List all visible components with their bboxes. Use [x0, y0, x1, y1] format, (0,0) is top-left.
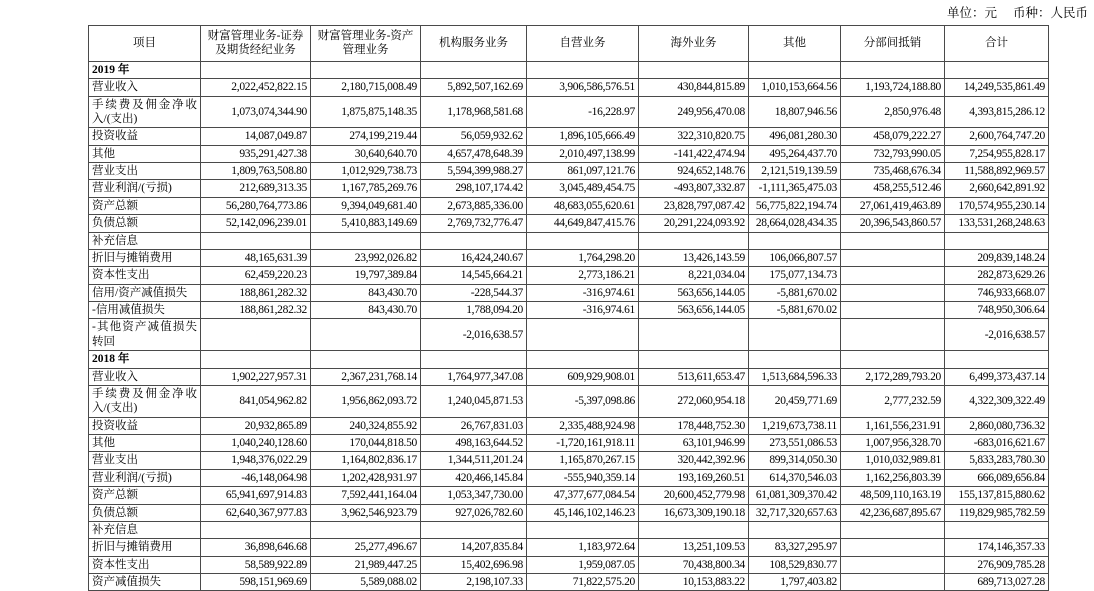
value-cell: -2,016,638.57: [945, 319, 1049, 351]
value-cell: [841, 521, 945, 538]
value-cell: 188,861,282.32: [201, 302, 311, 319]
column-header: 财富管理业务-证券及期货经纪业务: [201, 26, 311, 62]
value-cell: 1,956,862,093.72: [311, 385, 421, 417]
value-cell: 1,948,376,022.29: [201, 452, 311, 469]
value-cell: [421, 232, 527, 249]
value-cell: 1,007,956,328.70: [841, 435, 945, 452]
value-cell: 272,060,954.18: [639, 385, 749, 417]
row-label-cell: 资本性支出: [89, 267, 201, 284]
row-label-cell: 投资收益: [89, 128, 201, 145]
value-cell: 1,164,802,836.17: [311, 452, 421, 469]
row-label-cell: 营业收入: [89, 368, 201, 385]
row-label-cell: 营业支出: [89, 163, 201, 180]
table-row: [89, 197, 1049, 214]
table-row: [89, 79, 1049, 96]
value-cell: 175,077,134.73: [749, 267, 841, 284]
value-cell: 899,314,050.30: [749, 452, 841, 469]
row-label-cell: 资产总额: [89, 197, 201, 214]
value-cell: 748,950,306.64: [945, 302, 1049, 319]
value-cell: 6,499,373,437.14: [945, 368, 1049, 385]
value-cell: [311, 351, 421, 368]
value-cell: 10,153,883.22: [639, 574, 749, 591]
table-row: [89, 521, 1049, 538]
table-row: [89, 302, 1049, 319]
value-cell: 48,509,110,163.19: [841, 487, 945, 504]
value-cell: 63,101,946.99: [639, 435, 749, 452]
value-cell: 1,240,045,871.53: [421, 385, 527, 417]
value-cell: 924,652,148.76: [639, 163, 749, 180]
value-cell: 11,588,892,969.57: [945, 163, 1049, 180]
value-cell: 935,291,427.38: [201, 145, 311, 162]
value-cell: 2,180,715,008.49: [311, 79, 421, 96]
column-header: 项目: [89, 26, 201, 62]
value-cell: 71,822,575.20: [527, 574, 639, 591]
value-cell: [639, 521, 749, 538]
value-cell: [527, 351, 639, 368]
value-cell: 13,251,109.53: [639, 539, 749, 556]
table-row: [89, 368, 1049, 385]
value-cell: [421, 521, 527, 538]
value-cell: 563,656,144.05: [639, 284, 749, 301]
value-cell: 32,717,320,657.63: [749, 504, 841, 521]
value-cell: 598,151,969.69: [201, 574, 311, 591]
value-cell: 240,324,855.92: [311, 417, 421, 434]
table-row: [89, 145, 1049, 162]
value-cell: 458,255,512.46: [841, 180, 945, 197]
value-cell: 62,459,220.23: [201, 267, 311, 284]
value-cell: 1,012,929,738.73: [311, 163, 421, 180]
value-cell: 496,081,280.30: [749, 128, 841, 145]
unit-currency-line: [0, 4, 1094, 22]
value-cell: 9,394,049,681.40: [311, 197, 421, 214]
value-cell: -16,228.97: [527, 96, 639, 128]
value-cell: 14,545,664.21: [421, 267, 527, 284]
value-cell: 666,089,656.84: [945, 469, 1049, 486]
value-cell: 843,430.70: [311, 302, 421, 319]
value-cell: 614,370,546.03: [749, 469, 841, 486]
value-cell: 83,327,295.97: [749, 539, 841, 556]
value-cell: 1,167,785,269.76: [311, 180, 421, 197]
column-header: 合计: [945, 26, 1049, 62]
value-cell: [311, 521, 421, 538]
column-header: 财富管理业务-资产管理业务: [311, 26, 421, 62]
value-cell: 119,829,985,782.59: [945, 504, 1049, 521]
value-cell: [639, 232, 749, 249]
row-label-cell: 补充信息: [89, 232, 201, 249]
value-cell: 276,909,785.28: [945, 556, 1049, 573]
value-cell: 2,673,885,336.00: [421, 197, 527, 214]
value-cell: 45,146,102,146.23: [527, 504, 639, 521]
table-row: [89, 385, 1049, 417]
value-cell: 16,424,240.67: [421, 249, 527, 266]
value-cell: [945, 351, 1049, 368]
value-cell: -1,720,161,918.11: [527, 435, 639, 452]
row-label-cell: 营业利润/(亏损): [89, 469, 201, 486]
value-cell: 2,769,732,776.47: [421, 215, 527, 232]
value-cell: 20,396,543,860.57: [841, 215, 945, 232]
value-cell: 106,066,807.57: [749, 249, 841, 266]
value-cell: 193,169,260.51: [639, 469, 749, 486]
value-cell: 62,640,367,977.83: [201, 504, 311, 521]
value-cell: [749, 521, 841, 538]
segment-report-table: [88, 25, 1049, 591]
value-cell: [527, 61, 639, 78]
table-row: [89, 539, 1049, 556]
value-cell: 1,959,087.05: [527, 556, 639, 573]
value-cell: [841, 267, 945, 284]
value-cell: 2,172,289,793.20: [841, 368, 945, 385]
value-cell: -1,111,365,475.03: [749, 180, 841, 197]
row-label-cell: 补充信息: [89, 521, 201, 538]
value-cell: [201, 319, 311, 351]
value-cell: 52,142,096,239.01: [201, 215, 311, 232]
value-cell: 36,898,646.68: [201, 539, 311, 556]
value-cell: 56,059,932.62: [421, 128, 527, 145]
value-cell: 1,797,403.82: [749, 574, 841, 591]
row-label-cell: 其他: [89, 435, 201, 452]
value-cell: 1,788,094.20: [421, 302, 527, 319]
value-cell: 2,860,080,736.32: [945, 417, 1049, 434]
value-cell: 2,010,497,138.99: [527, 145, 639, 162]
value-cell: 1,010,153,664.56: [749, 79, 841, 96]
value-cell: 47,377,677,084.54: [527, 487, 639, 504]
value-cell: 42,236,687,895.67: [841, 504, 945, 521]
value-cell: 841,054,962.82: [201, 385, 311, 417]
value-cell: 320,442,392.96: [639, 452, 749, 469]
value-cell: 30,640,640.70: [311, 145, 421, 162]
value-cell: [945, 521, 1049, 538]
value-cell: 735,468,676.34: [841, 163, 945, 180]
value-cell: 1,165,870,267.15: [527, 452, 639, 469]
value-cell: 609,929,908.01: [527, 368, 639, 385]
value-cell: 5,594,399,988.27: [421, 163, 527, 180]
value-cell: 13,426,143.59: [639, 249, 749, 266]
value-cell: 16,673,309,190.18: [639, 504, 749, 521]
value-cell: 1,161,556,231.91: [841, 417, 945, 434]
value-cell: 15,402,696.98: [421, 556, 527, 573]
table-row: [89, 504, 1049, 521]
value-cell: 273,551,086.53: [749, 435, 841, 452]
value-cell: 14,207,835.84: [421, 539, 527, 556]
value-cell: [841, 556, 945, 573]
value-cell: [311, 61, 421, 78]
table-row: [89, 249, 1049, 266]
value-cell: 1,053,347,730.00: [421, 487, 527, 504]
value-cell: [421, 351, 527, 368]
value-cell: 170,574,955,230.14: [945, 197, 1049, 214]
value-cell: [421, 61, 527, 78]
row-label-cell: 资产总额: [89, 487, 201, 504]
row-label-cell: 投资收益: [89, 417, 201, 434]
value-cell: 56,280,764,773.86: [201, 197, 311, 214]
value-cell: 2,660,642,891.92: [945, 180, 1049, 197]
value-cell: 23,992,026.82: [311, 249, 421, 266]
value-cell: 48,165,631.39: [201, 249, 311, 266]
value-cell: 4,657,478,648.39: [421, 145, 527, 162]
table-row: [89, 452, 1049, 469]
value-cell: [639, 351, 749, 368]
value-cell: 209,839,148.24: [945, 249, 1049, 266]
column-header: 自营业务: [527, 26, 639, 62]
value-cell: [527, 319, 639, 351]
value-cell: 19,797,389.84: [311, 267, 421, 284]
value-cell: 4,393,815,286.12: [945, 96, 1049, 128]
value-cell: 3,045,489,454.75: [527, 180, 639, 197]
value-cell: 563,656,144.05: [639, 302, 749, 319]
value-cell: [945, 61, 1049, 78]
value-cell: 3,906,586,576.51: [527, 79, 639, 96]
value-cell: 1,219,673,738.11: [749, 417, 841, 434]
value-cell: 26,767,831.03: [421, 417, 527, 434]
value-cell: 2,367,231,768.14: [311, 368, 421, 385]
value-cell: 298,107,174.42: [421, 180, 527, 197]
value-cell: 1,073,074,344.90: [201, 96, 311, 128]
table-row: [89, 128, 1049, 145]
table-row: [89, 180, 1049, 197]
value-cell: -2,016,638.57: [421, 319, 527, 351]
row-label-cell: 折旧与摊销费用: [89, 249, 201, 266]
value-cell: 1,202,428,931.97: [311, 469, 421, 486]
value-cell: 48,683,055,620.61: [527, 197, 639, 214]
value-cell: 2,335,488,924.98: [527, 417, 639, 434]
value-cell: [749, 351, 841, 368]
table-row: [89, 319, 1049, 351]
value-cell: -228,544.37: [421, 284, 527, 301]
value-cell: 1,178,968,581.68: [421, 96, 527, 128]
value-cell: [311, 232, 421, 249]
row-label-cell: -其他资产减值损失转回: [89, 319, 201, 351]
value-cell: 108,529,830.77: [749, 556, 841, 573]
value-cell: [201, 521, 311, 538]
value-cell: 188,861,282.32: [201, 284, 311, 301]
value-cell: [945, 232, 1049, 249]
value-cell: [841, 319, 945, 351]
value-cell: 420,466,145.84: [421, 469, 527, 486]
value-cell: -5,881,670.02: [749, 284, 841, 301]
table-body: [89, 61, 1049, 591]
value-cell: 18,807,946.56: [749, 96, 841, 128]
value-cell: 1,193,724,188.80: [841, 79, 945, 96]
currency-label: 币种：人民币: [1012, 6, 1088, 20]
row-label-cell: 营业收入: [89, 79, 201, 96]
value-cell: 513,611,653.47: [639, 368, 749, 385]
table-row: [89, 556, 1049, 573]
value-cell: 20,459,771.69: [749, 385, 841, 417]
value-cell: 1,344,511,201.24: [421, 452, 527, 469]
value-cell: [841, 574, 945, 591]
table-row: [89, 96, 1049, 128]
value-cell: 1,010,032,989.81: [841, 452, 945, 469]
row-label-cell: 资产减值损失: [89, 574, 201, 591]
row-label-cell: 营业支出: [89, 452, 201, 469]
value-cell: 155,137,815,880.62: [945, 487, 1049, 504]
value-cell: [311, 319, 421, 351]
section-row: [89, 351, 1049, 368]
value-cell: 1,162,256,803.39: [841, 469, 945, 486]
value-cell: [841, 249, 945, 266]
row-label-cell: 其他: [89, 145, 201, 162]
value-cell: 133,531,268,248.63: [945, 215, 1049, 232]
section-row: [89, 61, 1049, 78]
unit-label: 单位：元: [946, 6, 997, 20]
value-cell: [639, 61, 749, 78]
value-cell: 8,221,034.04: [639, 267, 749, 284]
value-cell: 58,589,922.89: [201, 556, 311, 573]
value-cell: 1,809,763,508.80: [201, 163, 311, 180]
header-row: [89, 26, 1049, 62]
value-cell: 2,600,764,747.20: [945, 128, 1049, 145]
table-row: [89, 574, 1049, 591]
value-cell: 28,664,028,434.35: [749, 215, 841, 232]
value-cell: 732,793,990.05: [841, 145, 945, 162]
column-header: 其他: [749, 26, 841, 62]
value-cell: 495,264,437.70: [749, 145, 841, 162]
value-cell: 14,249,535,861.49: [945, 79, 1049, 96]
value-cell: [841, 61, 945, 78]
value-cell: 746,933,668.07: [945, 284, 1049, 301]
row-label-cell: 负债总额: [89, 215, 201, 232]
value-cell: 170,044,818.50: [311, 435, 421, 452]
row-label-cell: 手续费及佣金净收入/(支出): [89, 96, 201, 128]
value-cell: [201, 351, 311, 368]
value-cell: [841, 302, 945, 319]
value-cell: 322,310,820.75: [639, 128, 749, 145]
value-cell: 2,773,186.21: [527, 267, 639, 284]
value-cell: -5,397,098.86: [527, 385, 639, 417]
value-cell: 25,277,496.67: [311, 539, 421, 556]
value-cell: 861,097,121.76: [527, 163, 639, 180]
value-cell: [841, 232, 945, 249]
column-header: 海外业务: [639, 26, 749, 62]
value-cell: [639, 319, 749, 351]
value-cell: 689,713,027.28: [945, 574, 1049, 591]
table-row: [89, 267, 1049, 284]
value-cell: 2,198,107.33: [421, 574, 527, 591]
value-cell: -683,016,621.67: [945, 435, 1049, 452]
value-cell: 1,896,105,666.49: [527, 128, 639, 145]
row-label-cell: 2019 年: [89, 61, 201, 78]
value-cell: 7,592,441,164.04: [311, 487, 421, 504]
value-cell: 20,291,224,093.92: [639, 215, 749, 232]
row-label-cell: 手续费及佣金净收入/(支出): [89, 385, 201, 417]
value-cell: 282,873,629.26: [945, 267, 1049, 284]
value-cell: 20,600,452,779.98: [639, 487, 749, 504]
value-cell: 843,430.70: [311, 284, 421, 301]
row-label-cell: 2018 年: [89, 351, 201, 368]
value-cell: 178,448,752.30: [639, 417, 749, 434]
value-cell: 20,932,865.89: [201, 417, 311, 434]
row-label-cell: 资本性支出: [89, 556, 201, 573]
value-cell: 1,902,227,957.31: [201, 368, 311, 385]
value-cell: [201, 61, 311, 78]
value-cell: 14,087,049.87: [201, 128, 311, 145]
value-cell: 927,026,782.60: [421, 504, 527, 521]
value-cell: 5,892,507,162.69: [421, 79, 527, 96]
value-cell: 2,022,452,822.15: [201, 79, 311, 96]
value-cell: 274,199,219.44: [311, 128, 421, 145]
value-cell: 44,649,847,415.76: [527, 215, 639, 232]
value-cell: 2,777,232.59: [841, 385, 945, 417]
value-cell: 5,589,088.02: [311, 574, 421, 591]
value-cell: 21,989,447.25: [311, 556, 421, 573]
value-cell: 65,941,697,914.83: [201, 487, 311, 504]
value-cell: 7,254,955,828.17: [945, 145, 1049, 162]
column-header: 分部间抵销: [841, 26, 945, 62]
value-cell: 1,764,298.20: [527, 249, 639, 266]
value-cell: 61,081,309,370.42: [749, 487, 841, 504]
row-label-cell: 折旧与摊销费用: [89, 539, 201, 556]
value-cell: [527, 232, 639, 249]
value-cell: 23,828,797,087.42: [639, 197, 749, 214]
value-cell: 458,079,222.27: [841, 128, 945, 145]
value-cell: -555,940,359.14: [527, 469, 639, 486]
table-row: [89, 435, 1049, 452]
value-cell: 27,061,419,463.89: [841, 197, 945, 214]
value-cell: -141,422,474.94: [639, 145, 749, 162]
value-cell: 70,438,800.34: [639, 556, 749, 573]
value-cell: 174,146,357.33: [945, 539, 1049, 556]
value-cell: 1,513,684,596.33: [749, 368, 841, 385]
value-cell: 3,962,546,923.79: [311, 504, 421, 521]
table-row: [89, 232, 1049, 249]
value-cell: [749, 232, 841, 249]
row-label-cell: 信用/资产减值损失: [89, 284, 201, 301]
row-label-cell: 营业利润/(亏损): [89, 180, 201, 197]
value-cell: 5,833,283,780.30: [945, 452, 1049, 469]
value-cell: [841, 539, 945, 556]
value-cell: 1,040,240,128.60: [201, 435, 311, 452]
value-cell: [749, 61, 841, 78]
value-cell: 1,183,972.64: [527, 539, 639, 556]
value-cell: [527, 521, 639, 538]
value-cell: [749, 319, 841, 351]
value-cell: [841, 284, 945, 301]
value-cell: 2,121,519,139.59: [749, 163, 841, 180]
value-cell: -316,974.61: [527, 284, 639, 301]
value-cell: -5,881,670.02: [749, 302, 841, 319]
value-cell: 430,844,815.89: [639, 79, 749, 96]
table-row: [89, 469, 1049, 486]
row-label-cell: 负债总额: [89, 504, 201, 521]
row-label-cell: -信用减值损失: [89, 302, 201, 319]
value-cell: 1,764,977,347.08: [421, 368, 527, 385]
value-cell: [201, 232, 311, 249]
value-cell: -493,807,332.87: [639, 180, 749, 197]
table-row: [89, 215, 1049, 232]
value-cell: 2,850,976.48: [841, 96, 945, 128]
value-cell: [841, 351, 945, 368]
value-cell: -46,148,064.98: [201, 469, 311, 486]
table-row: [89, 487, 1049, 504]
table-row: [89, 284, 1049, 301]
value-cell: 498,163,644.52: [421, 435, 527, 452]
column-header: 机构服务业务: [421, 26, 527, 62]
table-row: [89, 417, 1049, 434]
value-cell: 212,689,313.35: [201, 180, 311, 197]
value-cell: 1,875,875,148.35: [311, 96, 421, 128]
value-cell: 4,322,309,322.49: [945, 385, 1049, 417]
value-cell: 5,410,883,149.69: [311, 215, 421, 232]
table-row: [89, 163, 1049, 180]
value-cell: -316,974.61: [527, 302, 639, 319]
table-head: [89, 26, 1049, 62]
value-cell: 56,775,822,194.74: [749, 197, 841, 214]
value-cell: 249,956,470.08: [639, 96, 749, 128]
